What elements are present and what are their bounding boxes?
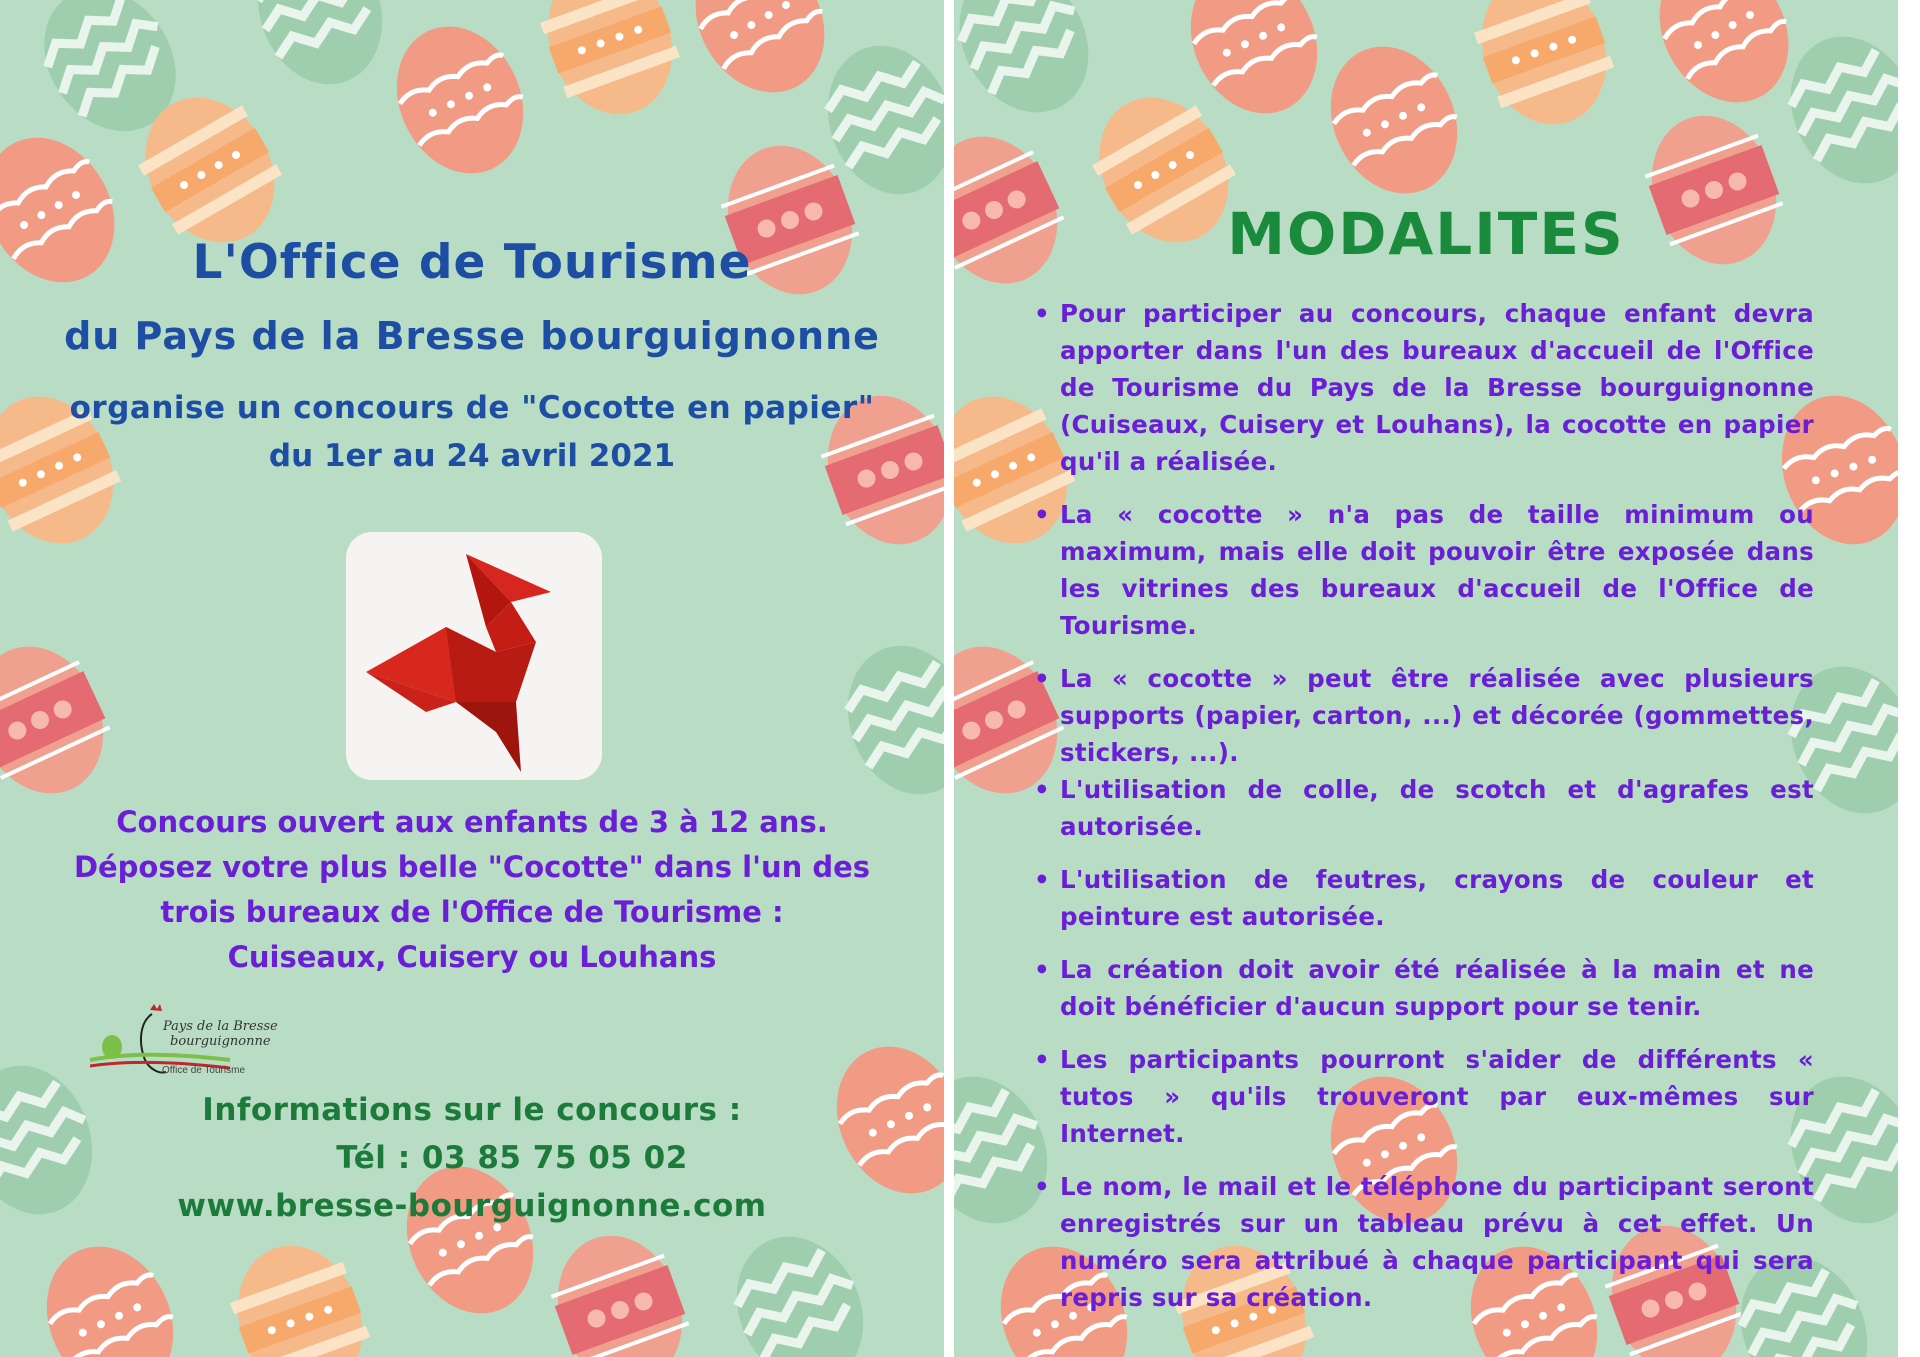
logo-name-line1: Pays de la Bresse — [163, 1019, 278, 1034]
info-line-towns: Cuiseaux, Cuisery ou Louhans — [227, 940, 717, 974]
logo-name-line2: bourguignonne — [170, 1034, 271, 1049]
modalites-title: MODALITES — [1227, 200, 1625, 268]
rule-item: • Les participants pourront s'aider de différents « tutos » qu'ils trouveront par eux-mêmes sur Internet. — [1034, 1041, 1814, 1152]
rule-item: • L'utilisation de colle, de scotch et d'agrafes est autorisée. — [1034, 771, 1814, 845]
paper-cocotte-photo — [346, 532, 602, 780]
poster-right-page — [954, 0, 1898, 1357]
rule-item: • Le nom, le mail et le téléphone du participant seront enregistrés sur un tableau prévu à cet effet. Un numéro sera attribué à chaque participant qui sera repris sur sa création. — [1034, 1168, 1814, 1316]
origami-cocotte-image — [346, 532, 602, 780]
tourism-office-logo — [90, 1002, 290, 1092]
rule-item: • La « cocotte » n'a pas de taille minimum ou maximum, mais elle doit pouvoir être exposée dans les vitrines des bureaux d'accueil de l'Office de Tourisme. — [1034, 496, 1814, 644]
contest-dates: du 1er au 24 avril 2021 — [268, 438, 676, 474]
rule-item: • L'utilisation de feutres, crayons de couleur et peinture est autorisée. — [1034, 861, 1814, 935]
contact-phone: Tél : 03 85 75 05 02 — [336, 1140, 688, 1176]
contact-website[interactable]: www.bresse-bourguignonne.com — [177, 1188, 767, 1224]
rules-list — [1034, 295, 1814, 1316]
rule-item: • Pour participer au concours, chaque enfant devra apporter dans l'un des bureaux d'accueil de l'Office de Tourisme du Pays de la Bresse bourguignonne (Cuiseaux, Cuisery et Louhans), la cocotte en papier qu'il a réalisée. — [1034, 295, 1814, 480]
info-line-deposit: Déposez votre plus belle "Cocotte" dans l'un des — [73, 850, 871, 884]
rule-item: • La création doit avoir été réalisée à la main et ne doit bénéficier d'aucun support pour se tenir. — [1034, 951, 1814, 1025]
info-line-offices: trois bureaux de l'Office de Tourisme : — [160, 895, 784, 929]
poster-left-page — [0, 0, 944, 1357]
contact-title: Informations sur le concours : — [202, 1092, 742, 1128]
logo-subtitle: Office de Tourisme — [162, 1065, 246, 1076]
office-subtitle: du Pays de la Bresse bourguignonne — [64, 314, 880, 358]
info-line-age: Concours ouvert aux enfants de 3 à 12 ans. — [116, 805, 828, 839]
office-title: L'Office de Tourisme — [192, 235, 752, 290]
rule-item: • La « cocotte » peut être réalisée avec plusieurs supports (papier, carton, ...) et décorée (gommettes, stickers, ...). — [1034, 660, 1814, 771]
contest-announcement: organise un concours de "Cocotte en papier" — [69, 390, 875, 426]
